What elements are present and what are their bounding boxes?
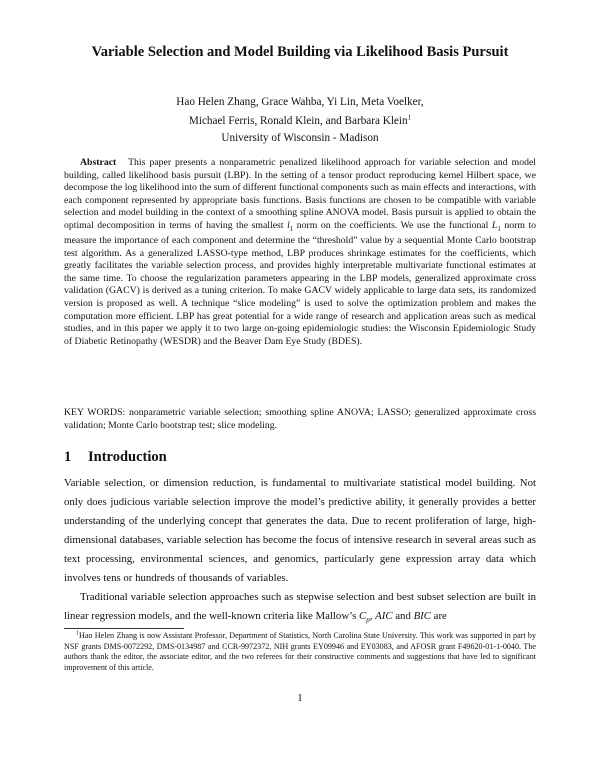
authors-line-2-text: Michael Ferris, Ronald Klein, and Barbara Klein	[188, 115, 408, 127]
l1-norm-subscript: 1	[289, 224, 294, 233]
L1-norm-subscript: 1	[497, 224, 501, 233]
intro-p2-text-b: ,	[369, 610, 376, 623]
intro-p2-text-a: Traditional variable selection approaches such as stepwise selection and best subset selection are built in linear regression models, and the well-known criteria like Mallow’s	[64, 591, 536, 623]
page-number: 1	[297, 692, 303, 704]
intro-paragraph-2	[64, 588, 536, 630]
authors-line-2	[60, 112, 540, 131]
cp-symbol: C	[359, 610, 367, 623]
abstract-text-part-1: This paper presents a nonparametric penalized likelihood approach for variable selection and model building, called likelihood basis pursuit (LBP). In the setting of a tensor product reproducing kernel Hilbert space, we decompose the log likelihood into the sum of different functional components such as main effects and interactions, with each component represented by appropriate basis functions. Basis functions are chosen to be compatible with variable selection and model building in the context of a smoothing spline ANOVA model. Basis pursuit is applied to obtain the optimal decomposition in terms of having the smallest	[64, 157, 536, 231]
section-heading	[64, 448, 167, 466]
footnote-text: Hao Helen Zhang is now Assistant Professor, Department of Statistics, North Carolina State University. This work was supported in part by NSF grants DMS-0072292, DMS-0134987 and CCR-9972372, NIH grants EY09946 and EY03083, and AFOSR grant F49620-01-1-0040. The authors thank the editor, the associate editor, and the two referees for their constructive comments and suggestions that have led to significant improvement of this article.	[64, 631, 536, 672]
keywords: KEY WORDS: nonparametric variable selection; smoothing spline ANOVA; LASSO; generalized approximate cross validation; Monte Carlo bootstrap test; slice modeling.	[64, 407, 536, 431]
authors-line-1: Hao Helen Zhang, Grace Wahba, Yi Lin, Meta Voelker,	[176, 96, 424, 108]
aic-symbol: AIC	[375, 610, 393, 623]
footnote	[64, 631, 536, 673]
abstract-label: Abstract	[80, 157, 117, 168]
section-number: 1	[64, 449, 72, 465]
affiliation: University of Wisconsin - Madison	[221, 132, 379, 144]
cp-subscript: p	[366, 616, 370, 625]
intro-paragraph-1: Variable selection, or dimension reduction, is fundamental to multivariate statistical model building. Not only does judicious variable selection improve the model’s predictive ability, it generally provides a better understanding of the underlying concept that generates the data. Due to recent proliferation of large, high-dimensional databases, variable selection has become the focus of intensive research in several areas such as text processing, environmental sciences, and genomics, particularly gene expression array data which involves tens or hundreds of thousands of variables.	[64, 477, 536, 585]
intro-p2-text-d: are	[430, 610, 447, 623]
intro-p2-text-c: and	[392, 610, 414, 623]
bic-symbol: BIC	[413, 610, 431, 623]
author-footnote-mark: 1	[407, 113, 412, 122]
footnote-mark: 1	[76, 630, 79, 637]
footnote-rule	[64, 628, 184, 629]
abstract-text-part-3: norm to measure the importance of each component and determine the “threshold” value by a sequential Monte Carlo bootstrap test algorithm. As a generalized LASSO-type method, LBP produces shrinkage estimates for the coefficients, which greatly facilitates the variable selection process, and provides highly interpretable multivariate functional estimates at the same time. To choose the regularization parameters appearing in the LBP models, generalized approximate cross validation (GACV) is derived as a tuning criterion. To make GACV widely applicable to large data sets, its randomized version is proposed as well. A technique “slice modeling” is used to solve the optimization problem and makes the computation more efficient. LBP has great potential for a wide range of research and application areas such as medical studies, and in this paper we apply it to two large on-going epidemiologic studies: the Wisconsin Epidemiologic Study of Diabetic Retinopathy (WESDR) and the Beaver Dam Eye Study (BDES).	[64, 219, 536, 347]
L1-norm-symbol: L	[491, 219, 498, 231]
section-title: Introduction	[88, 449, 167, 465]
abstract	[64, 157, 536, 348]
l1-norm-symbol: l	[287, 219, 290, 231]
abstract-text-part-2: norm on the coefficients. We use the functional	[293, 219, 492, 231]
paper-title: Variable Selection and Model Building via Likelihood Basis Pursuit	[91, 44, 509, 60]
author-list	[60, 93, 540, 131]
